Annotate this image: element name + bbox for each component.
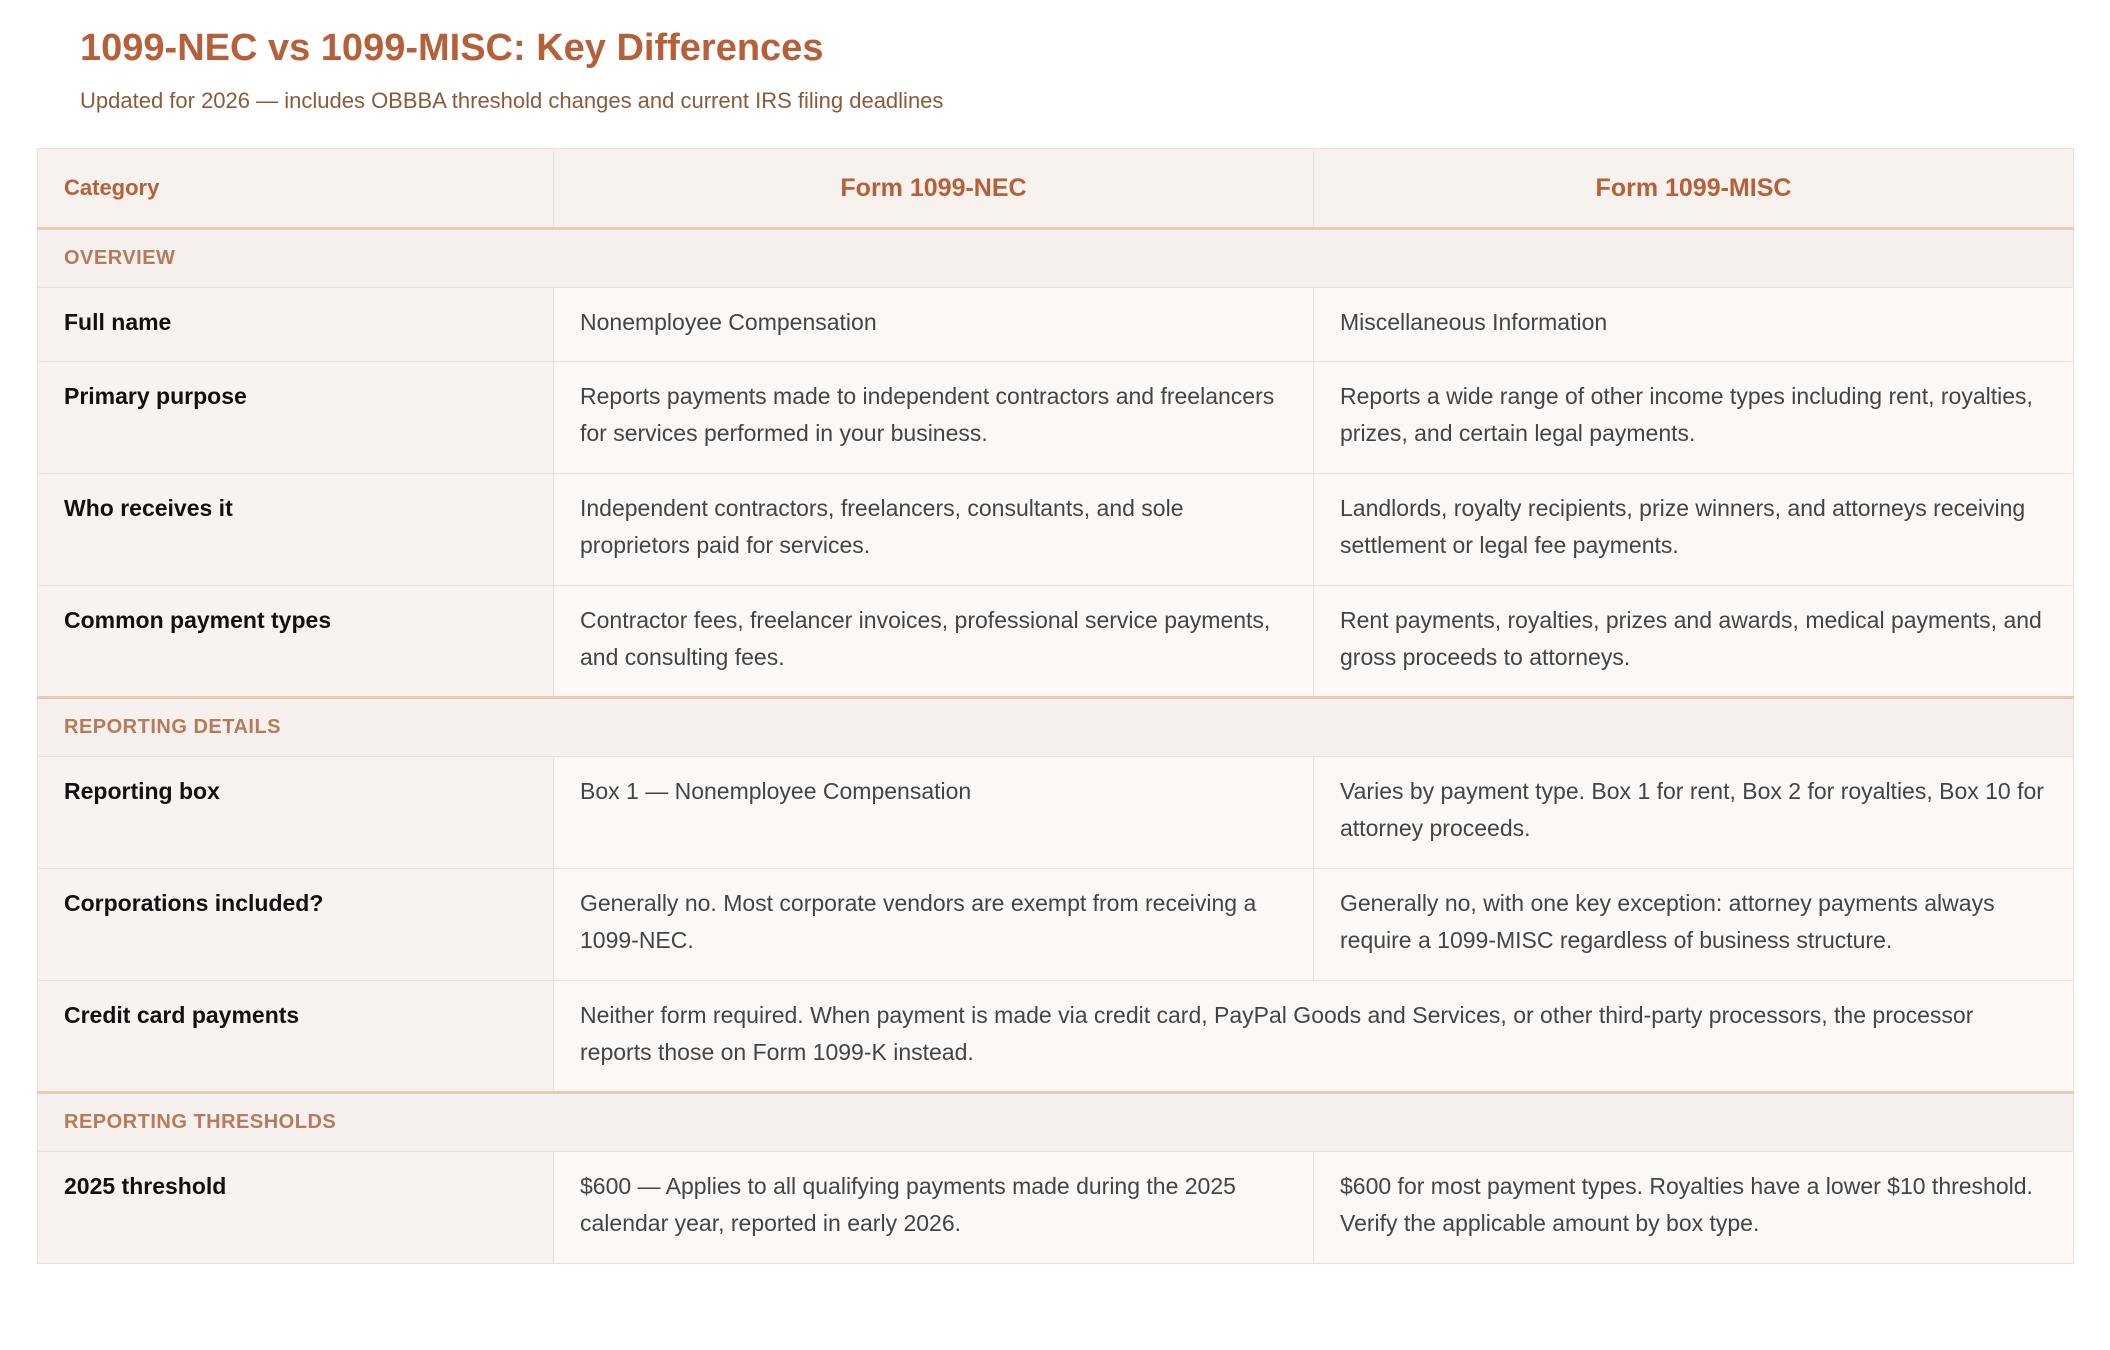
row-label: Corporations included? [38, 869, 554, 981]
column-header-category: Category [38, 149, 554, 229]
misc-cell: Reports a wide range of other income types including rent, royalties, prizes, and certain legal payments. [1314, 362, 2074, 474]
row-label: Credit card payments [38, 981, 554, 1093]
section-row-overview [38, 229, 2074, 288]
misc-cell: Varies by payment type. Box 1 for rent, Box 2 for royalties, Box 10 for attorney proceeds. [1314, 757, 2074, 869]
nec-cell: Nonemployee Compensation [554, 288, 1314, 362]
table-row-primary-purpose [38, 362, 2074, 474]
table-row-full-name [38, 288, 2074, 362]
page-title: 1099-NEC vs 1099-MISC: Key Differences [80, 27, 824, 69]
row-label: Reporting box [38, 757, 554, 869]
nec-cell: Contractor fees, freelancer invoices, professional service payments, and consulting fees. [554, 586, 1314, 698]
comparison-table [37, 148, 2074, 1264]
misc-cell: Miscellaneous Information [1314, 288, 2074, 362]
section-label: REPORTING THRESHOLDS [38, 1093, 2074, 1152]
misc-cell: Landlords, royalty recipients, prize winners, and attorneys receiving settlement or legal fee payments. [1314, 474, 2074, 586]
table-row-who-receives [38, 474, 2074, 586]
section-row-reporting-thresholds [38, 1093, 2074, 1152]
nec-cell: $600 — Applies to all qualifying payments made during the 2025 calendar year, reported in early 2026. [554, 1152, 1314, 1264]
table-row-common-payment-types [38, 586, 2074, 698]
nec-cell: Generally no. Most corporate vendors are exempt from receiving a 1099-NEC. [554, 869, 1314, 981]
page-subtitle: Updated for 2026 — includes OBBBA threshold changes and current IRS filing deadlines [80, 88, 944, 113]
row-label: Primary purpose [38, 362, 554, 474]
nec-cell: Reports payments made to independent contractors and freelancers for services performed in your business. [554, 362, 1314, 474]
nec-cell: Box 1 — Nonemployee Compensation [554, 757, 1314, 869]
misc-cell: Generally no, with one key exception: attorney payments always require a 1099-MISC regardless of business structure. [1314, 869, 2074, 981]
column-header-1099-nec: Form 1099-NEC [554, 149, 1314, 229]
table-row-corporations-included [38, 869, 2074, 981]
row-label: Common payment types [38, 586, 554, 698]
table-header-row [38, 149, 2074, 229]
section-label: OVERVIEW [38, 229, 2074, 288]
misc-cell: $600 for most payment types. Royalties have a lower $10 threshold. Verify the applicable amount by box type. [1314, 1152, 2074, 1264]
section-label: REPORTING DETAILS [38, 698, 2074, 757]
section-row-reporting-details [38, 698, 2074, 757]
misc-cell: Rent payments, royalties, prizes and awards, medical payments, and gross proceeds to attorneys. [1314, 586, 2074, 698]
row-label: Full name [38, 288, 554, 362]
merged-cell: Neither form required. When payment is made via credit card, PayPal Goods and Services, or other third-party processors, the processor reports those on Form 1099-K instead. [554, 981, 2074, 1093]
row-label: 2025 threshold [38, 1152, 554, 1264]
column-header-1099-misc: Form 1099-MISC [1314, 149, 2074, 229]
table-row-2025-threshold [38, 1152, 2074, 1264]
nec-cell: Independent contractors, freelancers, consultants, and sole proprietors paid for services. [554, 474, 1314, 586]
table-row-credit-card-payments [38, 981, 2074, 1093]
row-label: Who receives it [38, 474, 554, 586]
table-row-reporting-box [38, 757, 2074, 869]
